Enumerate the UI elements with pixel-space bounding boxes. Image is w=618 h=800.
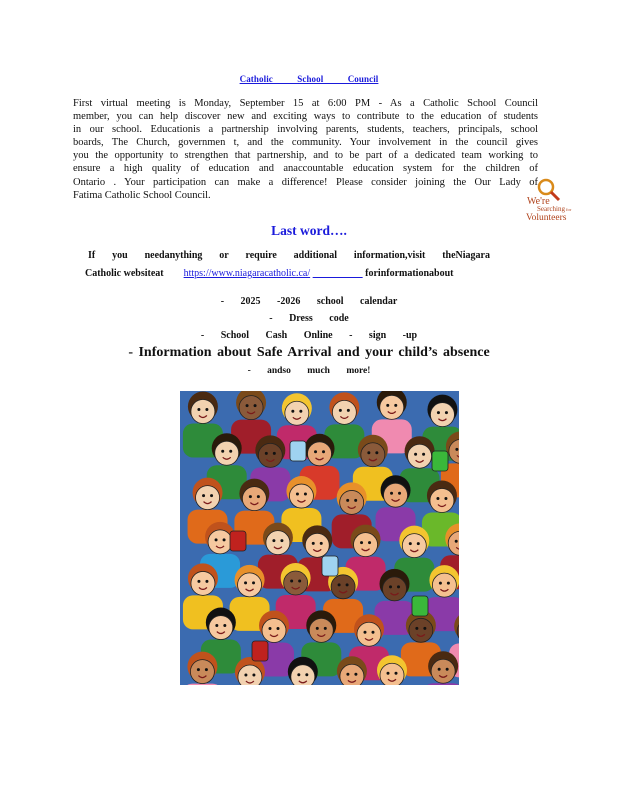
child-eye bbox=[414, 453, 417, 456]
child-face bbox=[383, 577, 407, 601]
paragraph-line: First virtual meeting is Monday, September 15 at 6:00 PM - As a Catholic School Council bbox=[73, 98, 538, 109]
child-eye bbox=[252, 581, 255, 584]
child-face bbox=[191, 399, 215, 423]
held-object bbox=[432, 451, 448, 471]
child-eye bbox=[291, 410, 294, 413]
child-face bbox=[340, 490, 364, 514]
child-face bbox=[361, 443, 385, 467]
info-text: forinformationabout bbox=[365, 268, 454, 279]
child-eye bbox=[397, 585, 400, 588]
child-eye bbox=[346, 583, 349, 586]
child-eye bbox=[298, 580, 301, 583]
child-eye bbox=[423, 627, 426, 630]
child-eye bbox=[455, 540, 458, 543]
child-eye bbox=[324, 627, 327, 630]
child-face bbox=[408, 444, 432, 468]
child-eye bbox=[252, 674, 255, 677]
paragraph-line: member, you can help discover new and exciting ways to contribute to the education of students bbox=[73, 111, 538, 123]
child-face bbox=[357, 622, 381, 646]
magnifier-handle bbox=[551, 192, 559, 200]
magnifier-icon bbox=[539, 180, 553, 194]
child-eye bbox=[389, 585, 392, 588]
child-eye bbox=[436, 497, 439, 500]
child-eye bbox=[386, 404, 389, 407]
child-eye bbox=[305, 673, 308, 676]
child-face bbox=[239, 396, 263, 420]
child-eye bbox=[273, 452, 276, 455]
child-eye bbox=[197, 408, 200, 411]
child-face bbox=[191, 571, 215, 595]
child-face bbox=[196, 486, 220, 510]
child-eye bbox=[202, 494, 205, 497]
child-eye bbox=[197, 580, 200, 583]
child-eye bbox=[398, 492, 401, 495]
child-eye bbox=[395, 672, 398, 675]
child-face bbox=[430, 488, 454, 512]
child-face bbox=[430, 403, 454, 427]
held-object bbox=[290, 441, 306, 461]
students-crowd-illustration bbox=[180, 391, 459, 685]
child-face bbox=[332, 400, 356, 424]
child-eye bbox=[415, 627, 418, 630]
child-eye bbox=[249, 495, 252, 498]
child-eye bbox=[417, 542, 420, 545]
child-eye bbox=[205, 580, 208, 583]
paragraph-line: Ontario . Your participation can make a difference! Please consider joining the Our Lady of bbox=[73, 176, 538, 188]
child-eye bbox=[290, 580, 293, 583]
child-eye bbox=[312, 542, 315, 545]
child-eye bbox=[320, 542, 323, 545]
child-face bbox=[431, 659, 455, 683]
council-paragraph bbox=[73, 97, 538, 202]
child-eye bbox=[221, 450, 224, 453]
bullet-item: - School Cash Online - sign -up bbox=[200, 330, 418, 341]
child-face bbox=[402, 534, 426, 558]
child-face bbox=[384, 483, 408, 507]
child-face bbox=[284, 571, 308, 595]
child-eye bbox=[339, 409, 342, 412]
held-object bbox=[412, 596, 428, 616]
child-eye bbox=[205, 408, 208, 411]
child-eye bbox=[446, 668, 449, 671]
child-face bbox=[242, 487, 266, 511]
held-object bbox=[230, 531, 246, 551]
child-eye bbox=[314, 450, 317, 453]
child-eye bbox=[422, 453, 425, 456]
paragraph-line: boards, The Church, governmen t, and the community. Your involvement in the council gives bbox=[73, 137, 538, 149]
child-eye bbox=[368, 541, 371, 544]
section-heading: Catholic School Council bbox=[239, 74, 379, 84]
niagara-catholic-link[interactable]: https://www.niagaracatholic.ca/ bbox=[183, 268, 311, 279]
logo-text-for: for bbox=[566, 207, 572, 212]
child-face bbox=[209, 616, 233, 640]
child-eye bbox=[347, 409, 350, 412]
child-face bbox=[305, 533, 329, 557]
info-line: If you needanything or require additional information,visit theNiagara bbox=[88, 250, 490, 261]
child-face bbox=[289, 484, 313, 508]
child-face bbox=[258, 443, 282, 467]
child-eye bbox=[322, 450, 325, 453]
info-line-with-link bbox=[85, 268, 485, 279]
logo-text-were: We're bbox=[527, 196, 550, 207]
child-eye bbox=[409, 542, 412, 545]
child-eye bbox=[371, 631, 374, 634]
child-eye bbox=[360, 541, 363, 544]
bullet-item-safe-arrival: - Information about Safe Arrival and your child’s absence bbox=[128, 345, 490, 360]
child-face bbox=[308, 442, 332, 466]
child-eye bbox=[304, 493, 307, 496]
child-eye bbox=[346, 499, 349, 502]
child-face bbox=[309, 618, 333, 642]
child-face bbox=[190, 660, 214, 684]
child-eye bbox=[455, 448, 458, 451]
child-eye bbox=[277, 627, 280, 630]
volunteers-logo bbox=[523, 176, 573, 222]
child-eye bbox=[316, 627, 319, 630]
paragraph-line: Fatima Catholic School Council. bbox=[73, 189, 211, 201]
paragraph-line: in our school. Educationis a partnership involving parents, students, teachers, principals, school bbox=[73, 124, 538, 136]
child-face bbox=[238, 573, 262, 597]
paragraph-line: ensure a high quality of education and anaccountable education system for the children of bbox=[73, 163, 538, 175]
child-eye bbox=[205, 668, 208, 671]
child-eye bbox=[223, 538, 226, 541]
child-face bbox=[262, 619, 286, 643]
child-face bbox=[380, 395, 404, 419]
child-eye bbox=[265, 452, 268, 455]
child-eye bbox=[390, 492, 393, 495]
child-eye bbox=[354, 499, 357, 502]
link-underline-gap bbox=[313, 268, 363, 279]
bullet-item: - Dress code bbox=[269, 313, 349, 324]
child-eye bbox=[445, 411, 448, 414]
child-eye bbox=[244, 674, 247, 677]
child-eye bbox=[223, 624, 226, 627]
child-eye bbox=[394, 404, 397, 407]
child-eye bbox=[354, 673, 357, 676]
child-eye bbox=[272, 539, 275, 542]
child-eye bbox=[215, 624, 218, 627]
child-face bbox=[215, 441, 239, 465]
child-eye bbox=[210, 494, 213, 497]
child-eye bbox=[197, 668, 200, 671]
child-eye bbox=[367, 451, 370, 454]
info-text: Catholic websiteat bbox=[85, 268, 164, 279]
child-eye bbox=[215, 538, 218, 541]
bullet-item: - 2025 -2026 school calendar bbox=[220, 296, 398, 307]
child-face bbox=[238, 665, 262, 685]
child-face bbox=[285, 401, 309, 425]
held-object bbox=[322, 556, 338, 576]
child-face bbox=[409, 618, 433, 642]
child-face bbox=[291, 665, 315, 685]
child-eye bbox=[444, 497, 447, 500]
child-eye bbox=[387, 672, 390, 675]
logo-text-searching: Searching bbox=[537, 205, 565, 213]
child-eye bbox=[299, 410, 302, 413]
child-eye bbox=[254, 404, 257, 407]
child-eye bbox=[363, 631, 366, 634]
child-eye bbox=[244, 581, 247, 584]
child-face bbox=[208, 530, 232, 554]
child-eye bbox=[229, 450, 232, 453]
child-eye bbox=[296, 493, 299, 496]
child-eye bbox=[346, 673, 349, 676]
child-eye bbox=[280, 539, 283, 542]
child-eye bbox=[338, 583, 341, 586]
bullet-item: - andso much more! bbox=[247, 366, 371, 376]
child-eye bbox=[246, 404, 249, 407]
last-word-heading: Last word…. bbox=[271, 223, 347, 238]
child-face bbox=[354, 533, 378, 557]
child-eye bbox=[269, 627, 272, 630]
child-eye bbox=[438, 668, 441, 671]
child-eye bbox=[257, 495, 260, 498]
logo-text-volunteers: Volunteers bbox=[526, 213, 567, 222]
child-face bbox=[331, 575, 355, 599]
child-eye bbox=[439, 582, 442, 585]
child-face bbox=[432, 573, 456, 597]
child-eye bbox=[437, 411, 440, 414]
child-eye bbox=[297, 673, 300, 676]
held-object bbox=[252, 641, 268, 661]
paragraph-line: you the opportunity to strengthen that partnership, and to be part of a dedicated team working to bbox=[73, 150, 538, 162]
child-eye bbox=[447, 582, 450, 585]
child-eye bbox=[375, 451, 378, 454]
child-face bbox=[266, 531, 290, 555]
